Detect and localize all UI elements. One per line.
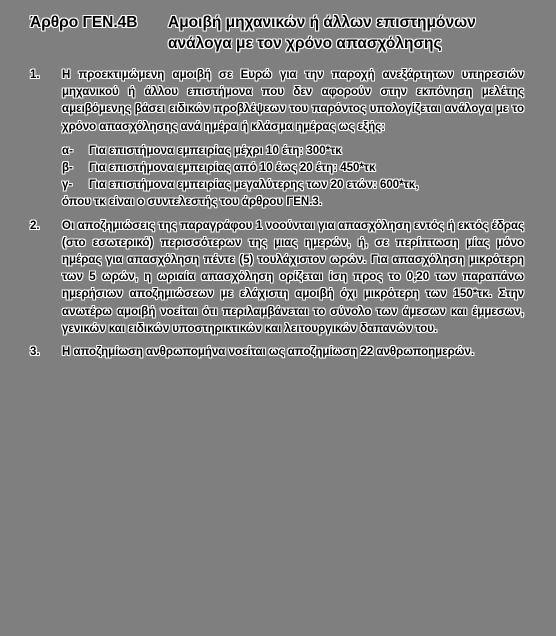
rate-item-letter: γ- — [62, 179, 73, 192]
rate-item-letter: β- — [62, 162, 73, 175]
rate-item-letter: α- — [62, 144, 73, 157]
paragraph-2 — [30, 218, 524, 338]
rate-item-c — [62, 177, 524, 194]
rate-item-text: Για επιστήμονα εμπειρίας μέχρι 10 έτη: 300*τκ — [89, 144, 342, 157]
rate-item-text: Για επιστήμονα εμπειρίας μεγαλύτερης των 20 ετών: 600*τκ, — [89, 179, 419, 192]
paragraph-number: 3. — [30, 346, 40, 359]
rate-item-b — [62, 160, 524, 177]
paragraph-text: Η αποζημίωση ανθρωπομήνα νοείται ως αποζημίωση 22 ανθρωποημερών. — [62, 346, 475, 359]
rate-item-text: Για επιστήμονα εμπειρίας από 10 έως 20 έτη: 450*τκ — [89, 162, 376, 175]
article-label: Άρθρο ΓΕΝ.4Β — [30, 14, 138, 31]
paragraph-number: 1. — [30, 69, 40, 81]
paragraph-3 — [30, 344, 524, 361]
paragraph-1 — [30, 67, 524, 212]
article-paragraphs — [30, 67, 524, 367]
paragraph-text: Η προεκτιμώμενη αμοιβή σε Ευρώ για την παροχή ανεξάρτητων υπηρεσιών μηχανικού ή άλλου επιστήμονα που δεν αφορούν στην εκπόνηση μελέτης αμειβόμενης βάσει ειδικών προβλέψεων του παρόντος υπολογίζεται ανάλογα με το χρόνο απασχόλησης ανά ημέρα ή κλάσμα ημέρας ως εξής: — [62, 69, 524, 133]
rate-list — [62, 143, 524, 195]
article-title: Αμοιβή μηχανικών ή άλλων επιστημόνων ανάλογα με τον χρόνο απασχόλησης — [168, 14, 476, 52]
rate-item-a — [62, 143, 524, 160]
paragraph-number: 2. — [30, 219, 40, 232]
paragraph-text: Οι αποζημιώσεις της παραγράφου 1 νοούνται για απασχόληση εντός ή εκτός έδρας (στο εσωτερικό) περισσότερων της μιας ημερών, ή, σε περίπτωση μίας μόνο ημέρας για απασχόληση πέντε (5) τουλάχιστον ωρών. Για απασχόληση μικρότερη των 5 ωρών, η ωριαία απασχόληση ορίζεται ίση προς το 0,20 των παραπάνω ημερήσιων αποζημιώσεων με ελάχιστη αμοιβή όχι μικρότερη των 150*τκ. Στην ανωτέρω αμοιβή νοείται ότι περιλαμβάνεται το σύνολο των άμεσων και έμμεσων, γενικών και ειδικών υποστηρικτικών και λειτουργικών δαπανών του. — [62, 219, 524, 335]
coefficient-note: όπου τκ είναι ο συντελεστής του άρθρου ΓΕΝ.3. — [62, 196, 322, 209]
